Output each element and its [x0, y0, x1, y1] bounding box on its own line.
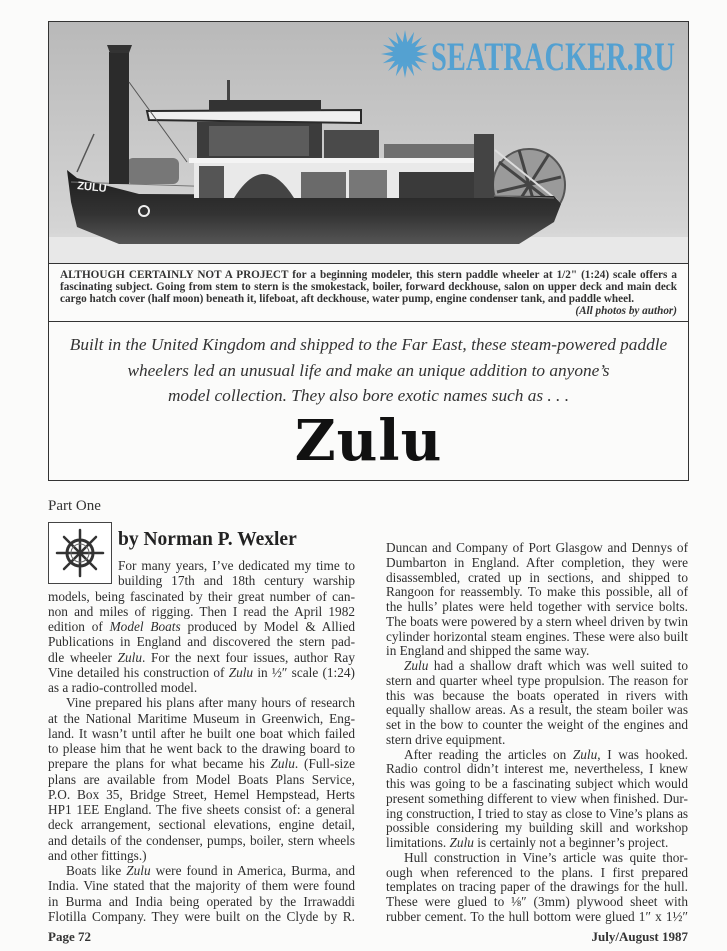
text-line	[48, 863, 355, 878]
paragraph	[386, 748, 688, 851]
text-line	[386, 630, 688, 645]
text-segment: , I was hooked.	[597, 747, 688, 762]
text-segment: ough when referenced to the plans. I first prepared	[386, 865, 688, 880]
text-segment: Publications in England and discovered the stern pad-	[48, 634, 355, 650]
text-segment: plans are available from Model Boats Plans Service,	[48, 771, 355, 787]
text-segment: models, being fascinated by their great number of can-	[48, 588, 355, 604]
text-line	[48, 665, 355, 680]
text-segment: dle wheeler	[48, 649, 118, 665]
text-segment: These were glued to ⅛″ (3mm) plywood sheet with	[386, 895, 688, 909]
text-line	[386, 866, 688, 881]
right-column-text	[386, 541, 688, 925]
text-line	[48, 726, 355, 741]
text-segment: set in the bow to counter the weight of the engines and	[386, 718, 688, 732]
text-line	[48, 894, 355, 909]
text-line	[48, 756, 355, 771]
text-line	[386, 644, 688, 659]
text-line	[118, 558, 355, 573]
photo-caption	[60, 269, 677, 305]
text-line	[386, 851, 688, 866]
text-line	[48, 817, 355, 832]
text-segment: . (Full-size	[294, 756, 355, 772]
text-line	[386, 718, 688, 733]
watermark-text: SEATRACKER.RU	[431, 34, 675, 79]
text-line	[386, 807, 688, 822]
text-segment: P.O. Box 35, Bridge Street, Hemel Hempstead, Herts	[48, 786, 355, 802]
text-line	[48, 619, 355, 634]
text-segment: were found in America, Burma, and	[150, 863, 355, 878]
text-line	[386, 762, 688, 777]
issue-date: July/August 1987	[591, 929, 688, 944]
right-column	[386, 541, 688, 925]
text-segment: Flotilla Company. They were built on the Clyde by R.	[48, 908, 355, 924]
text-segment: After reading the articles on	[404, 747, 573, 762]
text-segment: templates on tracing paper of the drawings for the hull.	[386, 880, 688, 895]
text-segment: non and miles of rigging. Then I read the April 1982	[48, 603, 355, 619]
text-line	[386, 836, 688, 851]
text-line	[386, 703, 688, 718]
text-line	[48, 787, 355, 802]
text-line	[386, 674, 688, 689]
deck-line: wheelers led an unusual life and make an unique addition to anyone’s	[127, 360, 610, 380]
text-segment: Dumbarton in England. After completion, they were	[386, 555, 688, 570]
caption-lead: ALTHOUGH CERTAINLY NOT A PROJECT	[60, 269, 289, 281]
text-segment: at the National Maritime Museum in Greenwich, Eng-	[48, 710, 355, 726]
text-line	[386, 880, 688, 895]
text-segment: The boats were powered by a stern wheel driven by twin	[386, 614, 688, 629]
text-line	[48, 772, 355, 787]
text-line	[386, 615, 688, 630]
text-line	[48, 695, 355, 710]
deck-line: Built in the United Kingdom and shipped to the Far East, these steam-powered paddle	[69, 335, 668, 354]
feature-box	[48, 21, 689, 481]
text-segment: For many years, I’ve dedicated my time to	[118, 558, 355, 573]
text-segment: building 17th and 18th century warship	[118, 573, 355, 589]
text-segment: . For the next four issues, author Ray	[141, 649, 355, 665]
text-line	[386, 792, 688, 807]
italic-text: Zulu	[572, 747, 598, 762]
italic-text: Zulu	[270, 756, 295, 772]
text-segment: Vine prepared his plans after many hours of research	[66, 695, 355, 711]
text-line	[386, 541, 688, 556]
text-segment: prepare the plans for what became his	[48, 756, 271, 772]
italic-text: Zulu	[228, 664, 254, 680]
text-line	[386, 821, 688, 836]
text-line	[48, 909, 355, 924]
caption-body: for a beginning modeler, this stern paddle wheeler at 1/2" (1:24) scale offers a fascinating subject. Going from stem to stern is the smokestack, boiler, forward deckhouse, salon on upper deck and main deck cargo hatch cover (half moon) beneath it, lifeboat, aft deckhouse, water pump, engine condenser tank, and paddle wheel.	[60, 269, 677, 305]
text-segment: as a radio-controlled model.	[48, 680, 198, 695]
text-segment: Hull construction in Vine’s article was quite thor-	[404, 850, 688, 865]
text-segment: edition of	[48, 619, 110, 634]
text-line	[386, 777, 688, 792]
text-line	[386, 748, 688, 763]
text-segment: disassembled, crated up in sections, and shipped to	[386, 570, 688, 585]
text-line	[386, 733, 688, 748]
text-segment: stern and quarter wheel type propulsion. The reason for	[386, 673, 688, 688]
text-segment: is certainly not a beginner’s project.	[473, 836, 669, 850]
paragraph	[48, 695, 355, 863]
text-segment: Rangoon for reassembly. To make this possible, all of	[386, 585, 688, 600]
text-segment: in ½″ scale (1:24)	[253, 664, 355, 680]
text-segment: Radio control didn’t interest me, nevertheless, I knew	[386, 762, 688, 777]
series-part-label: Part One	[48, 498, 101, 514]
text-line	[386, 585, 688, 600]
paragraph	[386, 541, 688, 659]
text-segment: Boats like	[66, 863, 127, 878]
text-segment: ing construction, I tried to stay as close to Vine’s plans as	[386, 806, 688, 821]
text-segment: land. It wasn’t until after he built one boat which failed	[48, 725, 355, 741]
page-number: Page 72	[48, 929, 91, 944]
text-line	[48, 878, 355, 893]
text-line	[386, 910, 688, 925]
text-line	[48, 604, 355, 619]
text-segment: and details of the condenser, pumps, boiler, stern wheels	[48, 832, 355, 848]
text-segment: and other fittings.)	[48, 847, 147, 863]
paragraph	[386, 659, 688, 748]
text-line	[48, 650, 355, 665]
article-deck	[49, 332, 688, 409]
text-line	[386, 600, 688, 615]
italic-text: Zulu	[404, 659, 429, 673]
paragraph	[48, 863, 355, 924]
text-segment: limitations.	[386, 836, 450, 850]
text-line	[386, 895, 688, 910]
text-segment: stern drive equipment.	[386, 732, 506, 747]
text-segment: equally shallow areas. As a result, the steam boiler was	[386, 703, 688, 718]
text-line	[48, 680, 355, 695]
text-line	[386, 659, 688, 674]
text-segment: in England and shipped the same way.	[386, 644, 590, 659]
author-byline: by Norman P. Wexler	[118, 529, 297, 550]
text-line	[48, 589, 355, 604]
text-line	[386, 556, 688, 571]
text-segment: this was going to be a fascinating subject which would	[386, 777, 688, 791]
text-line	[386, 689, 688, 704]
text-line	[48, 634, 355, 649]
hull-name-lettering: ZULU	[76, 180, 108, 196]
text-segment: possible considering my building skill and workshop	[386, 821, 688, 836]
text-line	[48, 741, 355, 756]
article-title: Zulu	[294, 407, 443, 474]
text-segment: produced by Model & Allied	[180, 619, 355, 634]
deck-line: model collection. They also bore exotic names such as . . .	[167, 386, 570, 405]
text-line	[48, 711, 355, 726]
text-segment: to please him that he went back to the drawing board to	[48, 741, 355, 756]
italic-text: Zulu	[449, 836, 474, 850]
caption-block	[49, 264, 688, 322]
text-line	[118, 573, 355, 588]
ship-model-photo	[49, 22, 688, 264]
italic-text: Zulu	[117, 649, 142, 665]
left-column-text	[48, 558, 355, 924]
text-line	[48, 833, 355, 848]
ships-wheel-icon	[48, 522, 112, 584]
italic-text: Model Boats	[109, 619, 181, 634]
text-segment: had a shallow draft which was well suited to	[428, 659, 688, 673]
paragraph	[386, 851, 688, 925]
text-segment: cylinder horizontal steam engines. These were also built	[386, 629, 688, 644]
text-segment: HP1 1EE England. The five sheets consist of: a general	[48, 802, 355, 817]
text-segment: the hulls’ plates were held together with service bolts.	[386, 600, 688, 614]
text-segment: Duncan and Company of Port Glasgow and Dennys of	[386, 541, 688, 555]
text-segment: in Burma and India being operated by the Irrawaddi	[48, 893, 355, 909]
left-column	[48, 522, 355, 924]
text-line	[48, 802, 355, 817]
text-line	[48, 848, 355, 863]
text-segment: present something different to view when finished. Dur-	[386, 791, 688, 806]
paddle-wheeler-image	[49, 22, 688, 263]
text-line	[386, 571, 688, 586]
italic-text: Zulu	[126, 863, 151, 878]
text-segment: Vine detailed his construction of	[48, 664, 229, 680]
text-segment: rubber cement. To the hull bottom were glued 1″ x 1½″	[386, 909, 688, 924]
text-segment: India. Vine stated that the majority of them were found	[48, 878, 355, 894]
photo-credit: (All photos by author)	[575, 305, 677, 317]
text-segment: deck arrangement, sectional elevations, engine detail,	[48, 817, 355, 833]
text-segment: this was because the boats operated in rivers with	[386, 688, 688, 703]
